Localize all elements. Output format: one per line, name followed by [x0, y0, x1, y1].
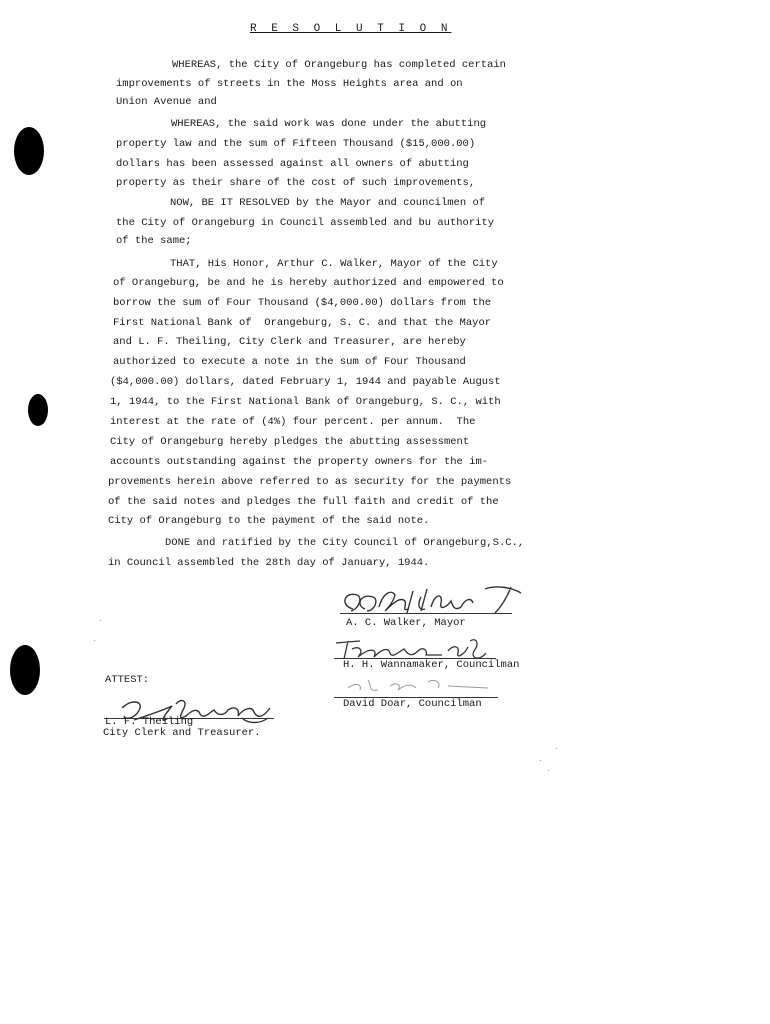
scan-speck [548, 770, 549, 771]
body-line: in Council assembled the 28th day of January, 1944. [108, 557, 430, 569]
scan-speck [540, 760, 541, 761]
body-line: interest at the rate of (4%) four percent. per annum. The [110, 416, 476, 428]
scan-speck [100, 620, 101, 621]
body-line: First National Bank of Orangeburg, S. C. and that the Mayor [113, 317, 492, 329]
binder-hole-middle [28, 394, 48, 426]
body-line: WHEREAS, the said work was done under the abutting [171, 118, 487, 130]
body-line: City of Orangeburg to the payment of the said note. [108, 515, 430, 527]
body-line: NOW, BE IT RESOLVED by the Mayor and councilmen of [170, 197, 486, 209]
body-line: WHEREAS, the City of Orangeburg has completed certain [172, 59, 506, 71]
body-line: 1, 1944, to the First National Bank of Orangeburg, S. C., with [110, 396, 501, 408]
binder-hole-top [14, 127, 44, 175]
body-line: authorized to execute a note in the sum of Four Thousand [113, 356, 466, 368]
body-line: of Orangeburg, be and he is hereby authorized and empowered to [113, 277, 504, 289]
body-line: provements herein above referred to as security for the payments [108, 476, 512, 488]
binder-hole-bottom [10, 645, 40, 695]
body-line: property law and the sum of Fifteen Thousand ($15,000.00) [116, 138, 476, 150]
clerk-name: L. F. Theiling [105, 716, 194, 728]
mayor-signature-line [340, 613, 512, 614]
body-line: property as their share of the cost of such improvements, [116, 177, 476, 189]
attest-label: ATTEST: [105, 674, 150, 686]
body-line: DONE and ratified by the City Council of Orangeburg,S.C., [165, 537, 525, 549]
scan-speck [556, 748, 557, 749]
councilman2-handwritten-signature [338, 672, 508, 696]
body-line: of the said notes and pledges the full faith and credit of the [108, 496, 499, 508]
body-line: of the same; [116, 235, 192, 247]
body-line: Union Avenue and [116, 96, 217, 108]
body-line: dollars has been assessed against all owners of abutting [116, 158, 469, 170]
councilman2-name: David Doar, Councilman [343, 698, 482, 710]
body-line: accounts outstanding against the property owners for the im- [110, 456, 489, 468]
mayor-handwritten-signature [335, 583, 525, 621]
councilman1-name: H. H. Wannamaker, Councilman [343, 659, 520, 671]
clerk-title: City Clerk and Treasurer. [103, 727, 261, 739]
body-line: the City of Orangeburg in Council assembled and bu authority [116, 217, 495, 229]
body-line: borrow the sum of Four Thousand ($4,000.00) dollars from the [113, 297, 492, 309]
scan-speck [94, 640, 95, 641]
mayor-name: A. C. Walker, Mayor [346, 617, 466, 629]
body-line: and L. F. Theiling, City Clerk and Treasurer, are hereby [113, 336, 466, 348]
document-title: R E S O L U T I O N [250, 23, 452, 35]
body-line: City of Orangeburg hereby pledges the abutting assessment [110, 436, 470, 448]
body-line: THAT, His Honor, Arthur C. Walker, Mayor of the City [170, 258, 498, 270]
body-line: ($4,000.00) dollars, dated February 1, 1944 and payable August [110, 376, 501, 388]
body-line: improvements of streets in the Moss Heights area and on [116, 78, 463, 90]
